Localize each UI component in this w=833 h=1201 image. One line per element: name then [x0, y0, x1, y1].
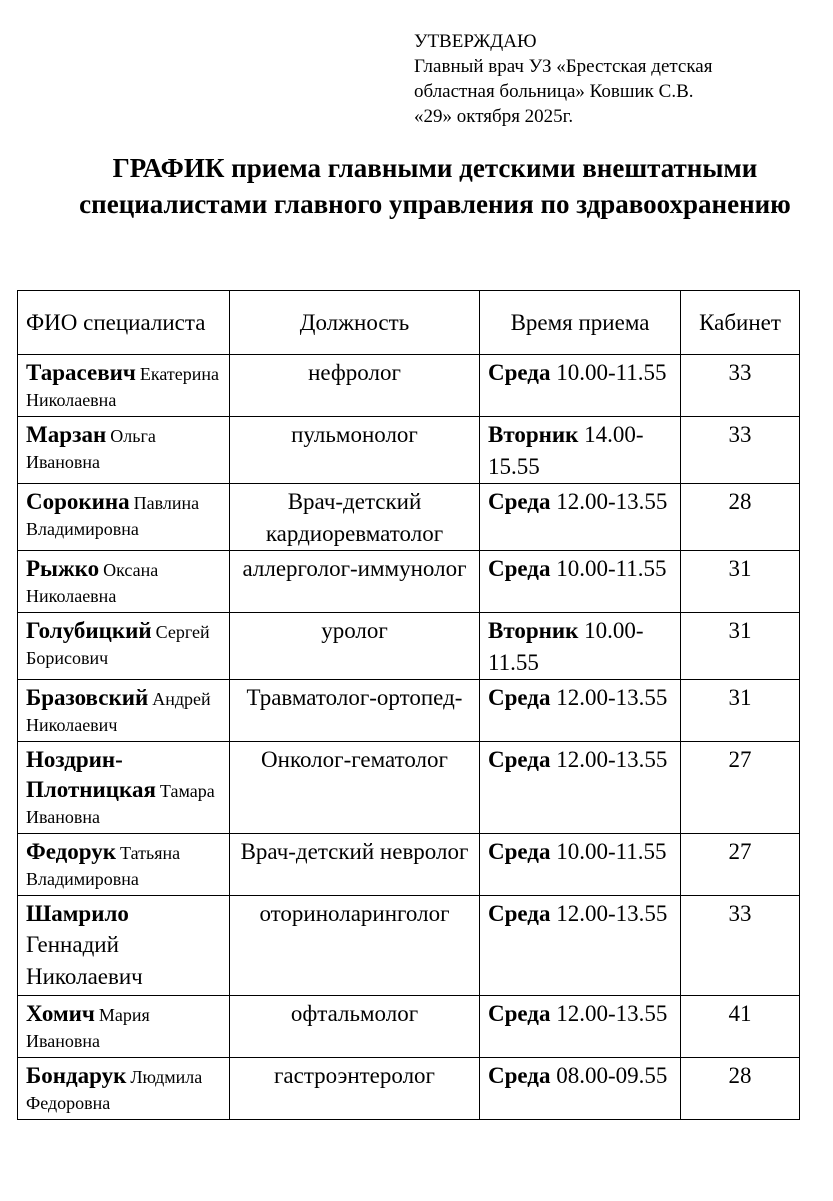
- specialist-last-name: Хомич: [26, 1001, 95, 1026]
- specialist-first-names: Павлина Владимировна: [26, 493, 200, 539]
- specialist-last-name: Федорук: [26, 839, 117, 864]
- office-number: 27: [681, 742, 800, 834]
- reception-hours: 12.00-13.55: [556, 489, 668, 514]
- reception-hours: 14.00-15.55: [488, 422, 644, 479]
- specialist-name-cell: [18, 613, 230, 680]
- specialist-position: нефролог: [230, 355, 480, 417]
- office-number: 28: [681, 484, 800, 551]
- schedule-table: [17, 290, 800, 1120]
- reception-time-cell: [480, 613, 681, 680]
- reception-time-cell: [480, 484, 681, 551]
- specialist-position: оториноларинголог: [230, 896, 480, 996]
- approval-signatory: областная больница» Ковшик С.В.: [414, 81, 694, 102]
- reception-day: Среда: [488, 489, 551, 514]
- table-row: [18, 996, 800, 1058]
- reception-time-cell: [480, 680, 681, 742]
- reception-hours: 10.00-11.55: [488, 618, 644, 675]
- office-number: 31: [681, 613, 800, 680]
- specialist-first-names: Ольга Ивановна: [26, 426, 156, 472]
- specialist-last-name: Тарасевич: [26, 360, 136, 385]
- table-row: [18, 742, 800, 834]
- specialist-first-names: Оксана Николаевна: [26, 560, 159, 606]
- reception-hours: 10.00-11.55: [556, 839, 667, 864]
- specialist-name-cell: [18, 742, 230, 834]
- reception-day: Среда: [488, 1063, 551, 1088]
- specialist-last-name: Рыжко: [26, 556, 100, 581]
- specialist-first-names: Екатерина Николаевна: [26, 364, 220, 410]
- table-row: [18, 484, 800, 551]
- table-row: [18, 613, 800, 680]
- reception-time-cell: [480, 1058, 681, 1120]
- reception-time-cell: [480, 896, 681, 996]
- reception-time-cell: [480, 742, 681, 834]
- specialist-name-cell: [18, 417, 230, 484]
- table-row: [18, 680, 800, 742]
- specialist-first-names: Геннадий Николаевич: [26, 932, 143, 989]
- reception-hours: 12.00-13.55: [556, 901, 668, 926]
- approval-date: «29» октября 2025г.: [414, 106, 574, 127]
- approval-heading: УТВЕРЖДАЮ: [414, 31, 537, 52]
- reception-time-cell: [480, 417, 681, 484]
- specialist-position: офтальмолог: [230, 996, 480, 1058]
- table-row: [18, 834, 800, 896]
- reception-day: Среда: [488, 901, 551, 926]
- specialist-name-cell: [18, 1058, 230, 1120]
- reception-hours: 10.00-11.55: [556, 360, 667, 385]
- specialist-last-name: Шамрило: [26, 901, 129, 926]
- approval-block: [414, 29, 712, 129]
- specialist-last-name: Бондарук: [26, 1063, 127, 1088]
- specialist-position: Онколог-гематолог: [230, 742, 480, 834]
- specialist-first-names: Андрей Николаевич: [26, 689, 211, 735]
- specialist-position: уролог: [230, 613, 480, 680]
- specialist-position: Врач-детский кардиоревматолог: [230, 484, 480, 551]
- table-row: [18, 417, 800, 484]
- header-position: Должность: [230, 291, 480, 355]
- specialist-name-cell: [18, 355, 230, 417]
- specialist-last-name: Сорокина: [26, 489, 130, 514]
- reception-time-cell: [480, 355, 681, 417]
- specialist-position: Травматолог-ортопед-: [230, 680, 480, 742]
- reception-day: Вторник: [488, 618, 579, 643]
- office-number: 27: [681, 834, 800, 896]
- reception-day: Среда: [488, 360, 551, 385]
- specialist-position: аллерголог-иммунолог: [230, 551, 480, 613]
- specialist-last-name: Бразовский: [26, 685, 149, 710]
- header-room: Кабинет: [681, 291, 800, 355]
- header-name: ФИО специалиста: [18, 291, 230, 355]
- approval-position: Главный врач УЗ «Брестская детская: [414, 56, 713, 77]
- reception-time-cell: [480, 996, 681, 1058]
- reception-day: Среда: [488, 747, 551, 772]
- specialist-first-names: Татьяна Владимировна: [26, 843, 181, 889]
- reception-hours: 10.00-11.55: [556, 556, 667, 581]
- specialist-name-cell: [18, 484, 230, 551]
- office-number: 31: [681, 680, 800, 742]
- reception-day: Среда: [488, 1001, 551, 1026]
- reception-day: Среда: [488, 839, 551, 864]
- specialist-name-cell: [18, 680, 230, 742]
- office-number: 33: [681, 896, 800, 996]
- specialist-name-cell: [18, 896, 230, 996]
- office-number: 31: [681, 551, 800, 613]
- table-row: [18, 896, 800, 996]
- specialist-position: Врач-детский невролог: [230, 834, 480, 896]
- specialist-name-cell: [18, 996, 230, 1058]
- table-header-row: [18, 291, 800, 355]
- specialist-first-names: Мария Ивановна: [26, 1005, 150, 1051]
- specialist-name-cell: [18, 551, 230, 613]
- office-number: 33: [681, 355, 800, 417]
- office-number: 28: [681, 1058, 800, 1120]
- reception-hours: 12.00-13.55: [556, 1001, 668, 1026]
- specialist-position: пульмонолог: [230, 417, 480, 484]
- specialist-last-name: Ноздрин-Плотницкая: [26, 747, 156, 802]
- table-row: [18, 551, 800, 613]
- specialist-first-names: Сергей Борисович: [26, 622, 210, 668]
- reception-hours: 12.00-13.55: [556, 747, 668, 772]
- office-number: 41: [681, 996, 800, 1058]
- office-number: 33: [681, 417, 800, 484]
- reception-hours: 08.00-09.55: [556, 1063, 668, 1088]
- specialist-position: гастроэнтеролог: [230, 1058, 480, 1120]
- table-row: [18, 355, 800, 417]
- specialist-first-names: Людмила Федоровна: [26, 1067, 203, 1113]
- reception-hours: 12.00-13.55: [556, 685, 668, 710]
- specialist-last-name: Марзан: [26, 422, 107, 447]
- specialist-name-cell: [18, 834, 230, 896]
- reception-day: Среда: [488, 556, 551, 581]
- document-title: ГРАФИК приема главными детскими внештатными специалистами главного управления по здравоохранению: [79, 153, 791, 219]
- specialist-first-names: Тамара Ивановна: [26, 781, 215, 827]
- reception-time-cell: [480, 551, 681, 613]
- reception-day: Вторник: [488, 422, 579, 447]
- reception-time-cell: [480, 834, 681, 896]
- specialist-last-name: Голубицкий: [26, 618, 152, 643]
- table-row: [18, 1058, 800, 1120]
- header-time: Время приема: [480, 291, 681, 355]
- reception-day: Среда: [488, 685, 551, 710]
